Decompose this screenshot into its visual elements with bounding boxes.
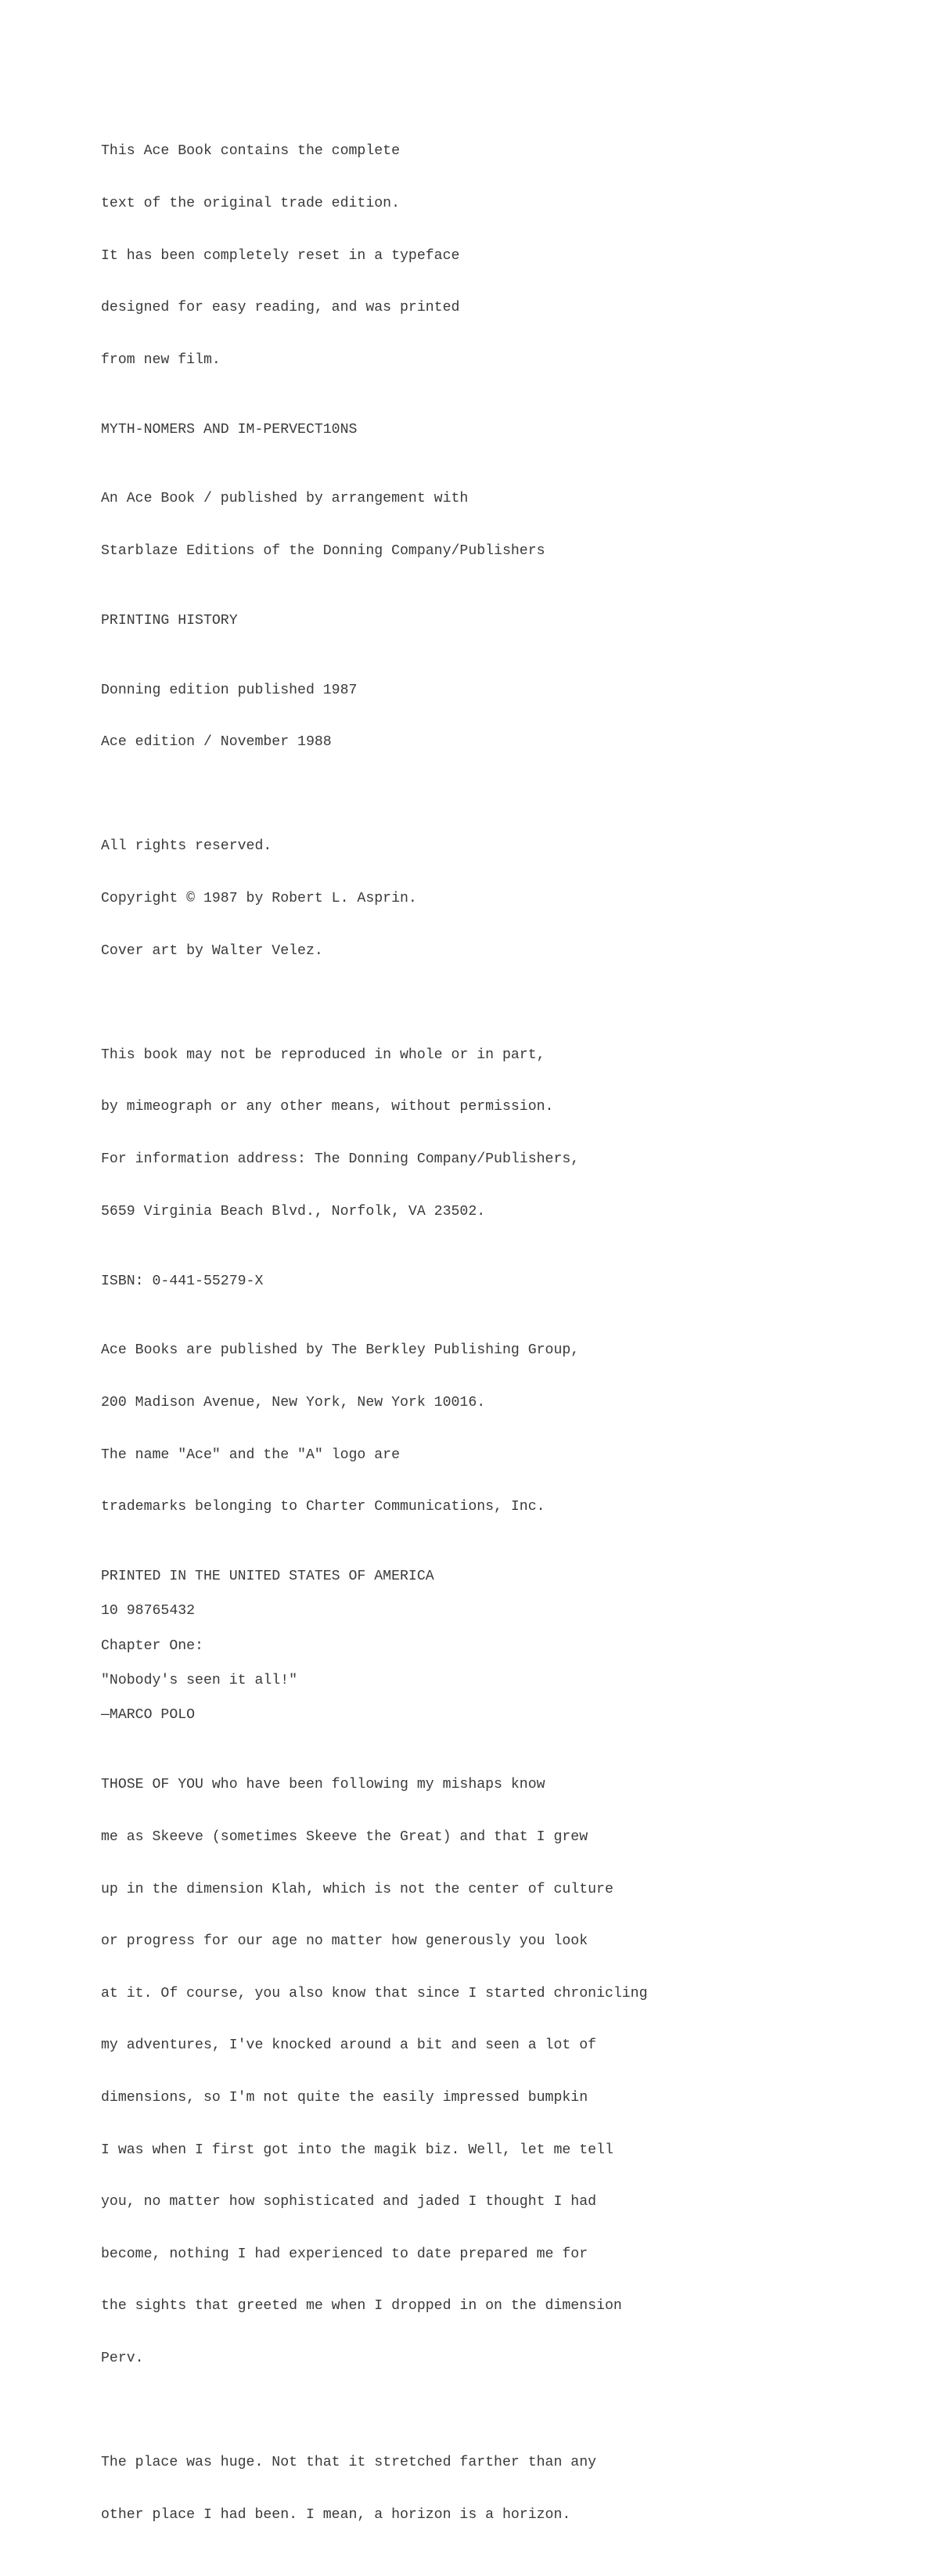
permission-line: This book may not be reproduced in whole or in part, — [101, 1047, 545, 1063]
rights-line: All rights reserved. — [101, 838, 272, 855]
printing-history-line: Ace edition / November 1988 — [101, 734, 332, 751]
epigraph-quote: "Nobody's seen it all!" — [101, 1673, 298, 1689]
ace-info-line: Ace Books are published by The Berkley Publishing Group, — [101, 1342, 580, 1359]
publisher-note-line: An Ace Book / published by arrangement with — [101, 491, 469, 507]
permission-notice — [101, 1011, 883, 1255]
edition-note-line: from new film. — [101, 351, 221, 368]
printing-history-line: Donning edition published 1987 — [101, 682, 358, 698]
permission-line: by mimeograph or any other means, without permission. — [101, 1099, 554, 1115]
body-line: other place I had been. I mean, a horizon is a horizon. — [101, 2506, 571, 2523]
body-line: THOSE OF YOU who have been following my mishaps know — [101, 1777, 545, 1793]
body-line: me as Skeeve (sometimes Skeeve the Great) and that I grew — [101, 1828, 588, 1845]
body-line: Perv. — [101, 2350, 144, 2366]
body-line: you, no matter how sophisticated and jaded I thought I had — [101, 2194, 597, 2210]
body-line: I was when I first got into the magik biz. Well, let me tell — [101, 2142, 613, 2158]
ace-info-line: The name "Ace" and the "A" logo are — [101, 1447, 400, 1463]
publisher-note — [101, 456, 883, 595]
isbn: ISBN: 0-441-55279-X — [101, 1273, 264, 1289]
permission-line: For information address: The Donning Company/Publishers, — [101, 1151, 580, 1168]
document-page — [101, 108, 883, 2576]
edition-note-line: This Ace Book contains the complete — [101, 143, 400, 160]
rights-notice — [101, 803, 883, 994]
cover-art-line: Cover art by Walter Velez. — [101, 942, 323, 959]
body-line: The place was huge. Not that it stretched farther than any — [101, 2455, 597, 2471]
edition-note-line: designed for easy reading, and was printed — [101, 300, 460, 316]
permission-line: 5659 Virginia Beach Blvd., Norfolk, VA 23502. — [101, 1203, 486, 1220]
body-paragraph — [101, 1742, 883, 2402]
epigraph-attribution: —MARCO POLO — [101, 1707, 196, 1724]
body-line: my adventures, I've knocked around a bit and seen a lot of — [101, 2037, 597, 2054]
edition-note — [101, 108, 883, 403]
print-line: 10 98765432 — [101, 1603, 196, 1619]
body-line: or progress for our age no matter how generously you look — [101, 1933, 588, 1950]
ace-info-line: 200 Madison Avenue, New York, New York 10016. — [101, 1394, 486, 1410]
body-line: at it. Of course, you also know that since I started chronicling — [101, 1985, 648, 2001]
edition-note-line: text of the original trade edition. — [101, 196, 400, 212]
chapter-heading: Chapter One: — [101, 1637, 203, 1654]
ace-info — [101, 1307, 883, 1551]
body-line: dimensions, so I'm not quite the easily impressed bumpkin — [101, 2089, 588, 2106]
body-paragraph — [101, 2419, 883, 2559]
body-line: become, nothing I had experienced to date prepared me for — [101, 2246, 588, 2262]
ace-info-line: trademarks belonging to Charter Communications, Inc. — [101, 1499, 545, 1515]
body-line: the sights that greeted me when I dropped in on the dimension — [101, 2298, 622, 2315]
book-title: MYTH-NOMERS AND IM-PERVECT10NS — [101, 421, 358, 438]
edition-note-line: It has been completely reset in a typeface — [101, 247, 460, 264]
publisher-note-line: Starblaze Editions of the Donning Company/Publishers — [101, 543, 545, 560]
printing-history-heading: PRINTING HISTORY — [101, 612, 238, 629]
copyright-line: Copyright © 1987 by Robert L. Asprin. — [101, 891, 417, 907]
printed-in: PRINTED IN THE UNITED STATES OF AMERICA — [101, 1568, 434, 1584]
body-line: up in the dimension Klah, which is not the center of culture — [101, 1881, 613, 1897]
printing-history — [101, 647, 883, 786]
